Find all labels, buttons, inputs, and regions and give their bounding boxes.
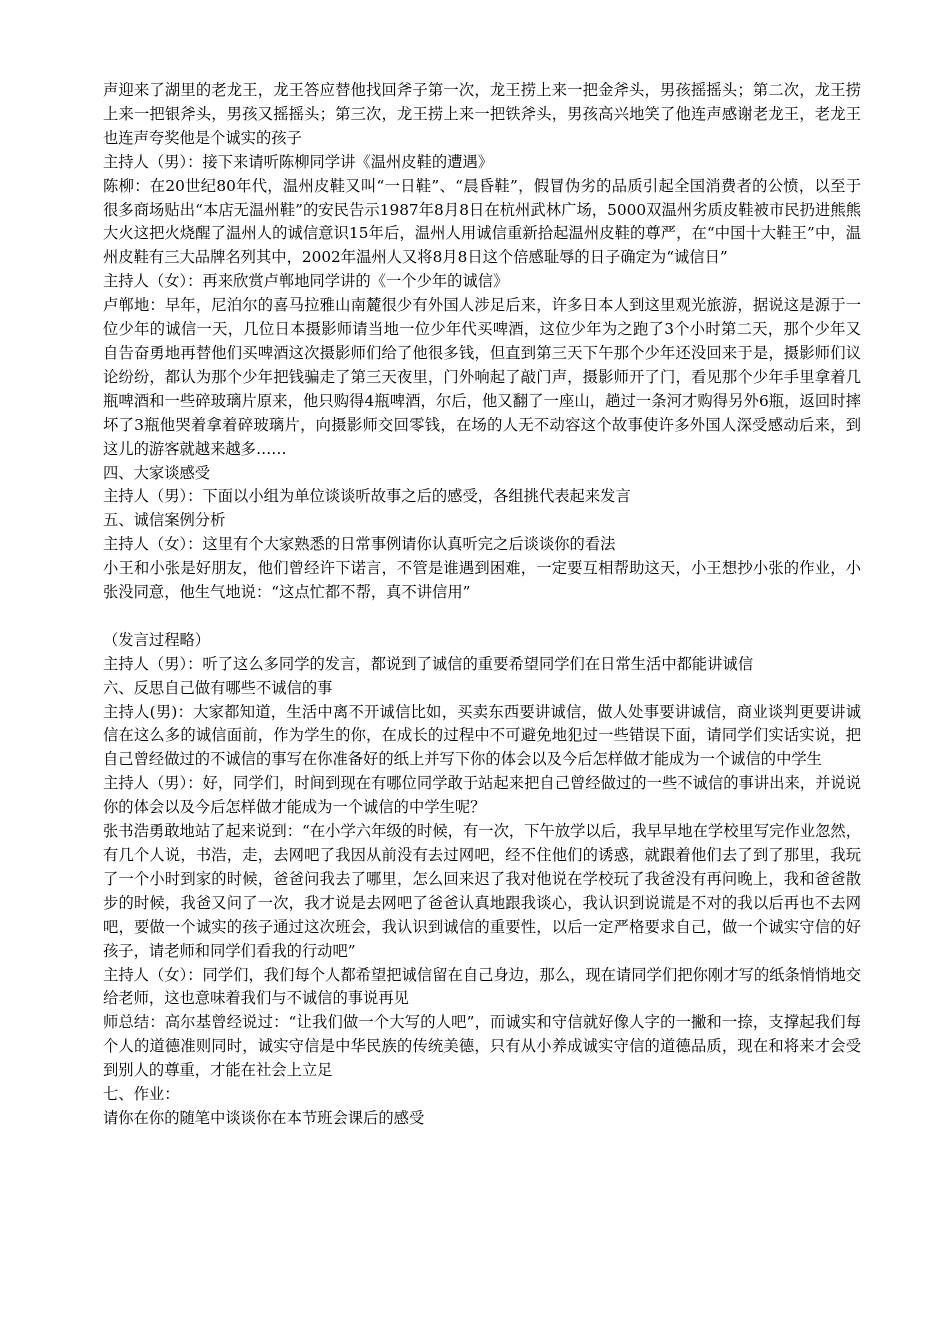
section-heading-6: 六、反思自己做有哪些不诚信的事 [103,678,333,697]
ludandi-story-paragraph: 卢郸地：早年，尼泊尔的喜马拉雅山南麓很少有外国人涉足后来，许多日本人到这里观光旅游，据说这是源于一位少年的诚信一天，几位日本摄影师请当地一位少年代买啤酒，这位少年为之跑了3个小时第二天，那个少年又自告奋勇地再替他们买啤酒这次摄影师们给了他很多钱，但直到第三天下午那个少年还没回来于是，摄影师们议论纷纷，都认为那个少年把钱骗走了第三天夜里，门外响起了敲门声，摄影师开了门，看见那个少年手里拿着几瓶啤酒和一些碎玻璃片原来，他只购得4瓶啤酒，尔后，他又翻了一座山，趟过一条河才购得另外6瓶，返回时摔坏了3瓶他哭着拿着碎玻璃片，向摄影师交回零钱，在场的人无不动容这个故事使许多外国人深受感动后来，到这儿的游客就越来越多…… [103,296,861,458]
zhangshuhao-speech: 张书浩勇敢地站了起来说到：“在小学六年级的时候，有一次，下午放学以后，我早早地在学校里写完作业忽然，有几个人说，书浩，走，去网吧了我因从前没有去过网吧，经不住他们的诱惑，就跟着他们去了到了那里，我玩了一个小时到家的时候，爸爸问我去了哪里，怎么回来迟了我对他说在学校玩了我爸没有再问晚上，我和爸爸散步的时候，我爸又问了一次，我才说是去网吧了爸爸认真地跟我谈心，我认识到说谎是不对的我以后再也不去网吧，要做一个诚实的孩子通过这次班会，我认识到诚信的重要性，以后一定严格要求自己，做一个诚实守信的好孩子，请老师和同学们看我的行动吧” [103,822,861,960]
host-male-reflection-intro: 主持人(男)：大家都知道，生活中离不开诚信比如，买卖东西要讲诚信，做人处事要讲诚信，商业谈判更要讲诚信在这么多的诚信面前，作为学生的你，在成长的过程中不可避免地犯过一些错误下面，请同学们实话实说，把自己曾经做过的不诚信的事写在你准备好的纸上并写下你的体会以及今后怎样做才能成为一个诚信的中学生 [103,702,861,769]
host-male-intro-chenliu: 主持人（男）：接下来请听陈柳同学讲《温州皮鞋的遭遇》 [103,152,494,171]
speech-omitted-note: （发言过程略） [103,630,211,649]
chenliu-story-paragraph: 陈柳：在20世纪80年代，温州皮鞋又叫“一日鞋”、“晨昏鞋”，假冒伪劣的品质引起全国消费者的公愤，以至于很多商场贴出“本店无温州鞋”的安民告示1987年8月8日在杭州武林广场，5000双温州劣质皮鞋被市民扔进熊熊大火这把火烧醒了温州人的诚信意识15年后，温州人用诚信重新拾起温州皮鞋的尊严，在“中国十大鞋王”中，温州皮鞋有三大品牌名列其中，2002年温州人又将8月8日这个倍感耻辱的日子确定为“诚信日” [103,176,861,267]
section-heading-7: 七、作业： [103,1085,180,1104]
host-female-collect-notes: 主持人（女）：同学们，我们每个人都希望把诚信留在自己身边，那么，现在请同学们把你刚才写的纸条悄悄地交给老师，这也意味着我们与不诚信的事说再见 [103,965,861,1008]
host-male-discussion: 主持人（男）：下面以小组为单位谈谈听故事之后的感受，各组挑代表起来发言 [103,487,631,506]
homework-paragraph: 请你在你的随笔中谈谈你在本节班会课后的感受 [103,1108,425,1127]
section-heading-4: 四、大家谈感受 [103,463,211,482]
document-page [103,79,861,1131]
host-female-intro-ludandi: 主持人（女）：再来欣赏卢郸地同学讲的《一个少年的诚信》 [103,272,509,291]
section-heading-5: 五、诚信案例分析 [103,511,226,530]
case-paragraph: 小王和小张是好朋友，他们曾经许下诺言，不管是谁遇到困难，一定要互相帮助这天，小王想抄小张的作业，小张没同意，他生气地说：“这点忙都不帮，真不讲信用” [103,559,861,602]
story-ending-paragraph: 声迎来了湖里的老龙王，龙王答应替他找回斧子第一次，龙王捞上来一把金斧头，男孩摇摇头；第二次，龙王捞上来一把银斧头，男孩又摇摇头；第三次，龙王捞上来一把铁斧头，男孩高兴地笑了他连声感谢老龙王，老龙王也连声夸奖他是个诚实的孩子 [103,81,861,147]
host-male-invite-share: 主持人（男）：好，同学们，时间到现在有哪位同学敢于站起来把自己曾经做过的一些不诚信的事讲出来，并说说你的体会以及今后怎样做才能成为一个诚信的中学生呢？ [103,774,861,817]
host-male-summary: 主持人（男）：听了这么多同学的发言，都说到了诚信的重要希望同学们在日常生活中都能讲诚信 [103,654,754,673]
teacher-summary: 师总结：高尔基曾经说过：“让我们做一个大写的人吧”，而诚实和守信就好像人字的一撇和一捺，支撑起我们每个人的道德准则同时，诚实守信是中华民族的传统美德，只有从小养成诚实守信的道德品质，现在和将来才会受到别人的尊重，才能在社会上立足 [103,1013,861,1080]
blank-line [103,605,861,629]
host-female-case-intro: 主持人（女）：这里有个大家熟悉的日常事例请你认真听完之后谈谈你的看法 [103,535,616,554]
